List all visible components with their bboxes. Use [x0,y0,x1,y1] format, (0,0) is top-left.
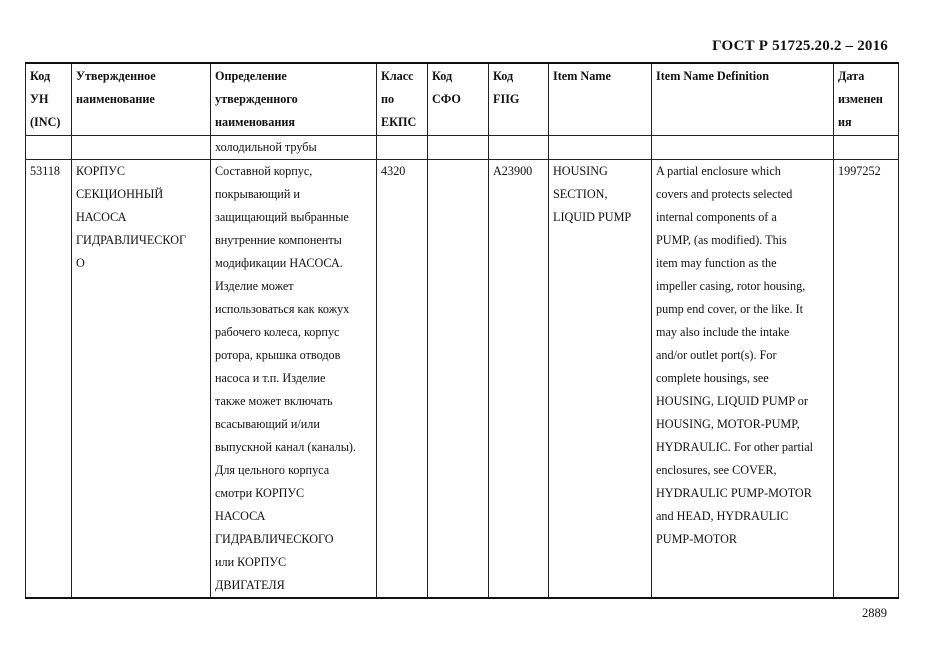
table-row [26,160,899,599]
cell-inc [26,136,72,160]
cell-ekps-class: 4320 [377,160,428,599]
col-header-change-date: Дата изменен ия [834,63,899,136]
col-header-inc: Код УН (INC) [26,63,72,136]
document-code: ГОСТ Р 51725.20.2 – 2016 [712,38,888,54]
cell-item-name [549,136,652,160]
cell-fiig-code [489,136,549,160]
table-row [26,136,899,160]
cell-item-name: HOUSING SECTION, LIQUID PUMP [549,160,652,599]
cell-sfo-code [428,136,489,160]
cell-inc: 53118 [26,160,72,599]
col-header-ekps-class: Класс по ЕКПС [377,63,428,136]
cell-ekps-class [377,136,428,160]
cell-change-date [834,136,899,160]
cell-item-name-definition: A partial enclosure which covers and protects selected internal components of a PUMP, (as modified). This item may function as the impeller casing, rotor housing, pump end cover, or the like. It may also include the intake and/or outlet port(s). For complete housings, see HOUSING, LIQUID PUMP or HOUSING, MOTOR-PUMP, HYDRAULIC. For other partial enclosures, see COVER, HYDRAULIC PUMP-MOTOR and HEAD, HYDRAULIC PUMP-MOTOR [652,160,834,599]
col-header-item-name: Item Name [549,63,652,136]
cell-approved-name: КОРПУС СЕКЦИОННЫЙ НАСОСА ГИДРАВЛИЧЕСКОГ О [72,160,211,599]
table-header-row [26,63,899,136]
cell-change-date: 1997252 [834,160,899,599]
classification-table [25,62,899,599]
page-number: 2889 [862,606,887,620]
col-header-fiig-code: Код FIIG [489,63,549,136]
col-header-sfo-code: Код СФО [428,63,489,136]
cell-fiig-code: A23900 [489,160,549,599]
cell-item-name-definition [652,136,834,160]
col-header-approved-name: Утвержденное наименование [72,63,211,136]
cell-sfo-code [428,160,489,599]
cell-definition: холодильной трубы [211,136,377,160]
col-header-item-name-definition: Item Name Definition [652,63,834,136]
col-header-definition: Определение утвержденного наименования [211,63,377,136]
cell-definition: Составной корпус, покрывающий и защищающий выбранные внутренние компоненты модификации НАСОСА. Изделие может использоваться как кожух рабочего колеса, корпус ротора, крышка отводов насоса и т.п. Изделие также может включать всасывающий и/или выпускной канал (каналы). Для цельного корпуса смотри КОРПУС НАСОСА ГИДРАВЛИЧЕСКОГО или КОРПУС ДВИГАТЕЛЯ [211,160,377,599]
cell-approved-name [72,136,211,160]
